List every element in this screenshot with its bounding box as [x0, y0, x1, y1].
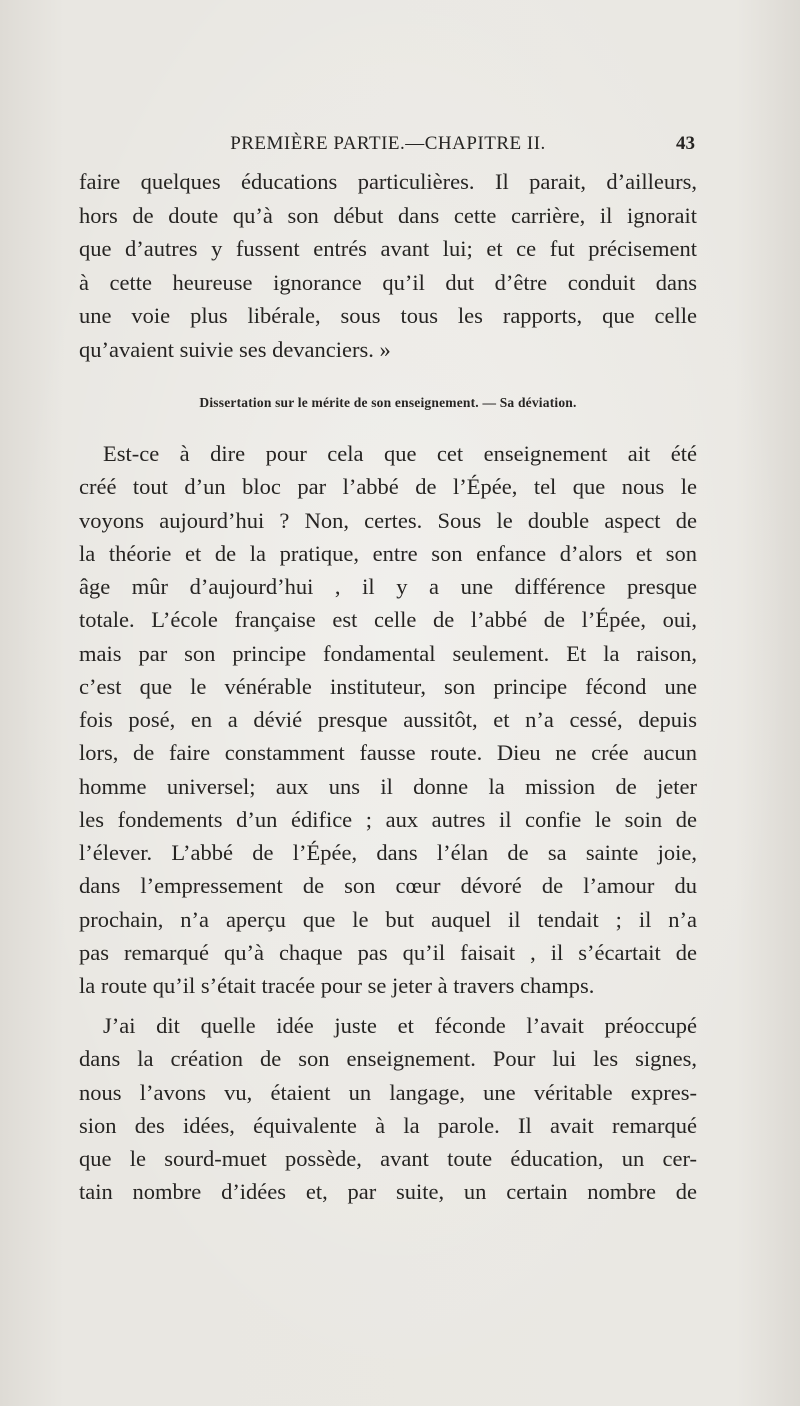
- text-line: que d’autres y fussent entrés avant lui; et ce fut précisement: [79, 236, 697, 262]
- text-line: faire quelques éducations particulières. Il parait, d’ailleurs,: [79, 169, 697, 194]
- text-line: pas remarqué qu’à chaque pas qu’il faisait , il s’écartait de: [79, 939, 697, 965]
- text-line: mais par son principe fondamental seulement. Et la raison,: [79, 640, 697, 666]
- paragraph-2: [79, 437, 697, 1002]
- text-line: hors de doute qu’à son début dans cette carrière, il ignorait: [79, 202, 697, 228]
- text-line: que le sourd-muet possède, avant toute éducation, un cer-: [79, 1146, 697, 1171]
- text-line: qu’avaient suivie ses devanciers. »: [79, 336, 391, 362]
- page-header: [79, 128, 697, 160]
- paragraph-1: [79, 165, 697, 367]
- paragraph-3: [79, 1009, 697, 1209]
- text-line: dans la création de son enseignement. Pour lui les signes,: [79, 1046, 697, 1072]
- text-line: la théorie et de la pratique, entre son enfance d’alors et son: [79, 540, 697, 566]
- text-line: homme universel; aux uns il donne la mission de jeter: [79, 773, 697, 799]
- text-line: voyons aujourd’hui ? Non, certes. Sous le double aspect de: [79, 507, 697, 533]
- text-line: fois posé, en a dévié presque aussitôt, et n’a cessé, depuis: [79, 707, 697, 732]
- text-line: les fondements d’un édifice ; aux autres il confie le soin de: [79, 806, 697, 832]
- text-line: nous l’avons vu, étaient un langage, une véritable expres-: [79, 1079, 697, 1105]
- section-sidenote: Dissertation sur le mérite de son enseignement. — Sa déviation.: [199, 395, 577, 410]
- text-line: à cette heureuse ignorance qu’il dut d’être conduit dans: [79, 269, 697, 295]
- text-line: prochain, n’a aperçu que le but auquel il tendait ; il n’a: [79, 906, 697, 932]
- text-line: tain nombre d’idées et, par suite, un certain nombre de: [79, 1179, 697, 1205]
- page-number: 43: [676, 133, 695, 154]
- text-line: créé tout d’un bloc par l’abbé de l’Épée, tel que nous le: [79, 474, 697, 500]
- text-line: sion des idées, équivalente à la parole. Il avait remarqué: [79, 1112, 697, 1138]
- text-line: l’élever. L’abbé de l’Épée, dans l’élan de sa sainte joie,: [79, 840, 697, 865]
- text-line: une voie plus libérale, sous tous les rapports, que celle: [79, 303, 697, 329]
- text-line: J’ai dit quelle idée juste et féconde l’avait préoccupé: [103, 1013, 697, 1038]
- text-line: c’est que le vénérable instituteur, son principe fécond une: [79, 673, 697, 699]
- text-line: la route qu’il s’était tracée pour se jeter à travers champs.: [79, 973, 595, 998]
- text-line: totale. L’école française est celle de l’abbé de l’Épée, oui,: [79, 607, 697, 633]
- text-line: Est-ce à dire pour cela que cet enseignement ait été: [103, 441, 697, 466]
- running-head: PREMIÈRE PARTIE.—CHAPITRE II.: [230, 133, 546, 154]
- text-line: âge mûr d’aujourd’hui , il y a une différence presque: [79, 574, 697, 599]
- text-line: lors, de faire constamment fausse route. Dieu ne crée aucun: [79, 740, 697, 766]
- text-line: dans l’empressement de son cœur dévoré de l’amour du: [79, 873, 697, 899]
